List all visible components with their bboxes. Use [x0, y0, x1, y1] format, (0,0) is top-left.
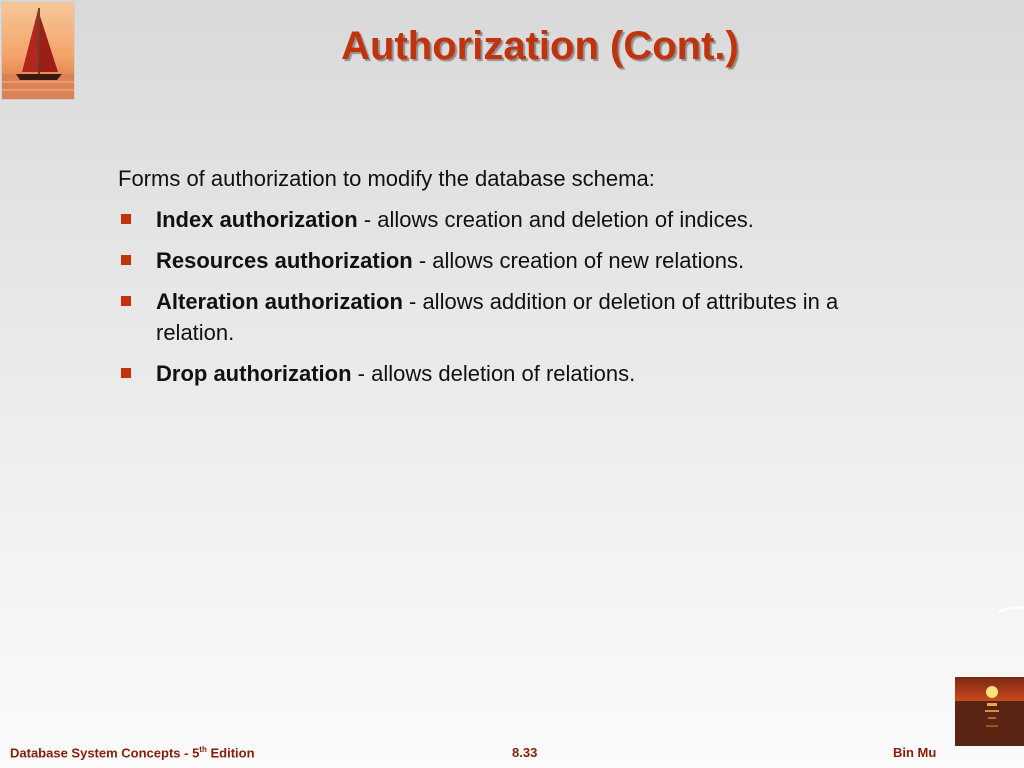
bullet-list — [118, 204, 878, 389]
bullet-item — [118, 204, 878, 235]
bullet-term: Resources authorization — [156, 248, 413, 273]
intro-text: Forms of authorization to modify the database schema: — [118, 166, 655, 191]
footer-page-number: 8.33 — [512, 745, 538, 760]
footer-book-title: Database System Concepts - 5th Edition — [10, 745, 255, 761]
slide-title: Authorization (Cont.) — [341, 24, 739, 68]
bullet-description: - allows creation of new relations. — [412, 248, 745, 273]
bullet-item — [118, 358, 878, 389]
slide-body — [118, 163, 878, 399]
bullet-item — [118, 245, 878, 276]
square-bullet-icon — [121, 255, 131, 265]
bullet-term: Drop authorization — [156, 361, 352, 386]
square-bullet-icon — [121, 296, 131, 306]
bullet-description: - allows addition or deletion of attributes in a relation. — [156, 289, 839, 345]
square-bullet-icon — [121, 368, 131, 378]
bullet-item — [118, 286, 878, 348]
bullet-description: - allows deletion of relations. — [351, 361, 636, 386]
decorative-swoosh — [998, 606, 1024, 614]
bullet-term: Alteration authorization — [156, 289, 403, 314]
square-bullet-icon — [121, 214, 131, 224]
bullet-description: - allows creation and deletion of indices. — [357, 207, 754, 232]
sunset-image — [955, 677, 1024, 746]
bullet-term: Index authorization — [156, 207, 358, 232]
footer-author: Bin Mu — [893, 745, 937, 760]
